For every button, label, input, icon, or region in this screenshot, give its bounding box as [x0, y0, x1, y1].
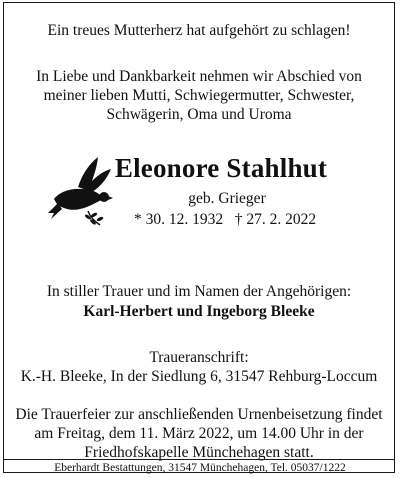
ceremony-line-1: Die Trauerfeier zur anschließenden Urnenbeisetzung findet	[15, 406, 383, 423]
footer-divider	[3, 459, 395, 460]
funeral-home-footer: Eberhardt Bestattungen, 31547 Münchehagen, Tel. 05037/1222	[54, 462, 346, 474]
farewell-line-1: In Liebe und Dankbarkeit nehmen wir Abschied von	[36, 68, 362, 85]
farewell-line-3: Schwägerin, Oma und Uroma	[106, 106, 292, 123]
maiden-name: geb. Grieger	[188, 190, 266, 207]
farewell-line-2: meiner lieben Mutti, Schwiegermutter, Schwester,	[43, 87, 355, 104]
deceased-name: Eleonore Stahlhut	[114, 153, 328, 183]
opening-line: Ein treues Mutterherz hat aufgehört zu schlagen!	[47, 22, 351, 39]
birth-death-dates: * 30. 12. 1932 † 27. 2. 2022	[133, 211, 317, 228]
mourning-address: K.-H. Bleeke, In der Siedlung 6, 31547 Rehburg-Loccum	[20, 368, 378, 385]
mourners-names: Karl-Herbert und Ingeborg Bleeke	[83, 303, 315, 320]
address-label: Traueranschrift:	[149, 349, 249, 366]
obituary-notice	[3, 2, 395, 473]
ceremony-line-3: Friedhofskapelle Münchehagen statt.	[84, 444, 314, 461]
mourning-line: In stiller Trauer und im Namen der Angehörigen:	[46, 283, 352, 300]
ceremony-line-2: am Freitag, dem 11. März 2022, um 14.00 Uhr in der	[34, 425, 364, 442]
